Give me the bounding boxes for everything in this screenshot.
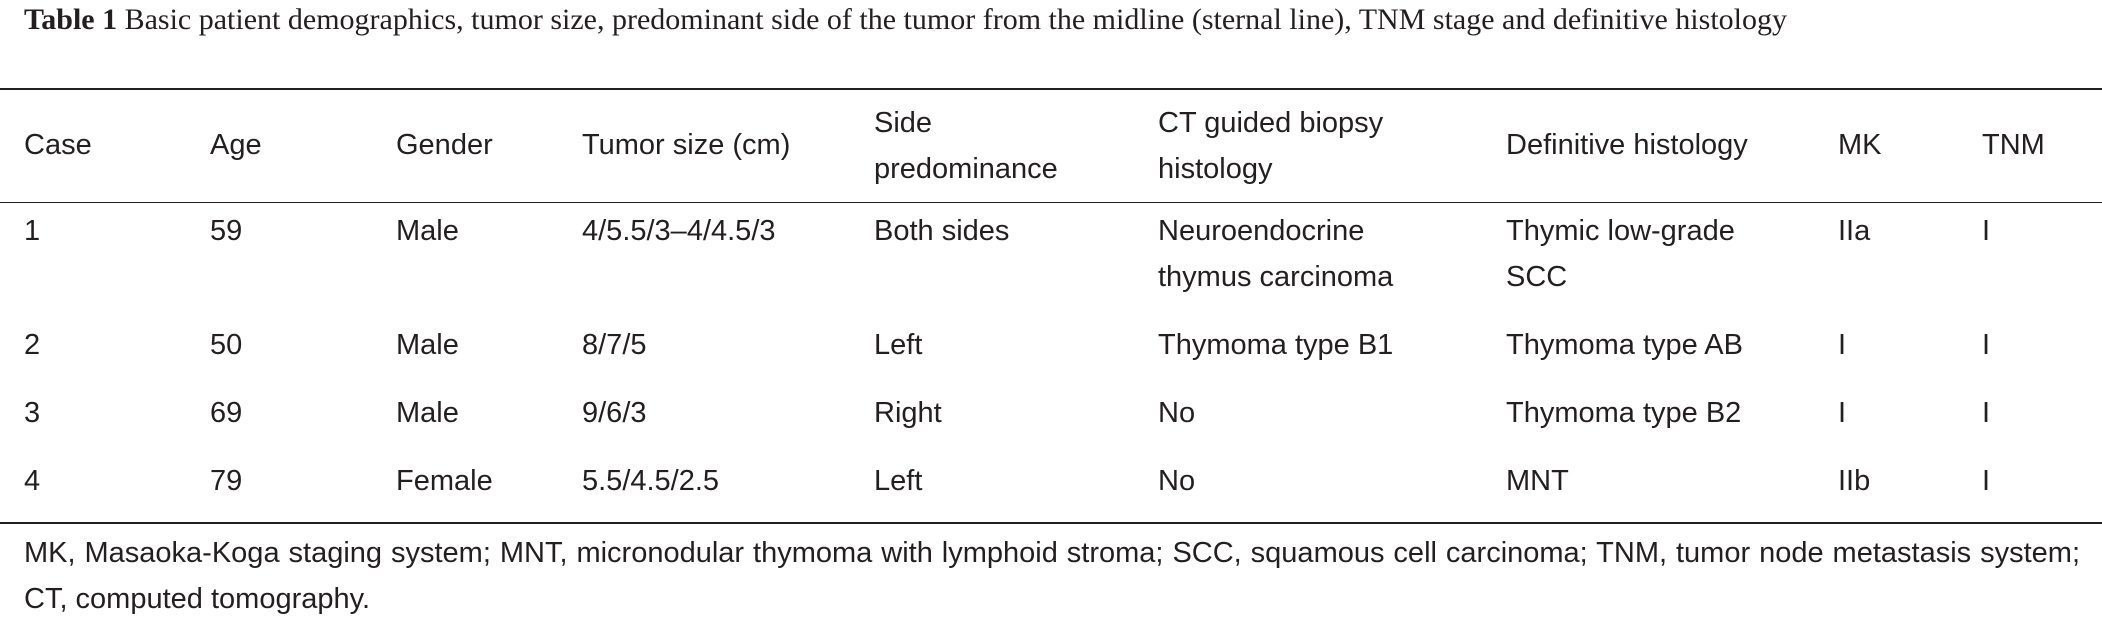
- column-header-side-predominance: Side: [874, 107, 933, 139]
- table-cell-ct-biopsy-histology: thymus carcinoma: [1158, 261, 1394, 293]
- table-cell-tnm: I: [1982, 397, 1991, 429]
- table-cell-mk: I: [1838, 397, 1847, 429]
- table-cell-ct-biopsy-histology: No: [1158, 465, 1196, 497]
- table-cell-side-predominance: Left: [874, 329, 923, 361]
- table-cell-gender: Male: [396, 215, 459, 247]
- table-cell-case: 2: [24, 329, 41, 361]
- table-cell-definitive-histology: MNT: [1506, 465, 1569, 497]
- table-cell-age: 50: [210, 329, 243, 361]
- table-cell-tumor-size: 9/6/3: [582, 397, 647, 429]
- table-cell-age: 69: [210, 397, 243, 429]
- table-header-rule: [0, 202, 2102, 203]
- table-cell-tumor-size: 5.5/4.5/2.5: [582, 465, 720, 497]
- table-cell-mk: I: [1838, 329, 1847, 361]
- table-cell-mk: IIa: [1838, 215, 1871, 247]
- column-header-definitive-histology: Definitive histology: [1506, 129, 1748, 161]
- table-cell-definitive-histology: Thymoma type B2: [1506, 397, 1742, 429]
- table-cell-ct-biopsy-histology: Neuroendocrine: [1158, 215, 1365, 247]
- table-caption: [24, 0, 2080, 40]
- table-footnote: MK, Masaoka-Koga staging system; MNT, micronodular thymoma with lymphoid stroma; SCC, squamous cell carcinoma; TNM, tumor node metastasis system; CT, computed tomography.: [24, 537, 2080, 615]
- column-header-ct-biopsy-histology: CT guided biopsy: [1158, 107, 1384, 139]
- table-cell-case: 1: [24, 215, 41, 247]
- table-cell-age: 79: [210, 465, 243, 497]
- table-cell-age: 59: [210, 215, 243, 247]
- table-cell-tnm: I: [1982, 215, 1991, 247]
- column-header-tnm: TNM: [1982, 129, 2045, 161]
- table-top-rule: [0, 88, 2102, 90]
- table-cell-definitive-histology: Thymoma type AB: [1506, 329, 1743, 361]
- table-cell-tnm: I: [1982, 465, 1991, 497]
- table-caption-text: Basic patient demographics, tumor size, predominant side of the tumor from the midline (sternal line), TNM stage and definitive histology: [124, 3, 1787, 36]
- table-cell-case: 4: [24, 465, 41, 497]
- table-cell-side-predominance: Right: [874, 397, 942, 429]
- column-header-ct-biopsy-histology: histology: [1158, 153, 1273, 185]
- table-cell-ct-biopsy-histology: No: [1158, 397, 1196, 429]
- column-header-mk: MK: [1838, 129, 1882, 161]
- table-bottom-rule: [0, 522, 2102, 524]
- table-cell-gender: Female: [396, 465, 493, 497]
- table-cell-ct-biopsy-histology: Thymoma type B1: [1158, 329, 1394, 361]
- column-header-age: Age: [210, 129, 262, 161]
- table-cell-tnm: I: [1982, 329, 1991, 361]
- table-cell-side-predominance: Left: [874, 465, 923, 497]
- table-cell-mk: IIb: [1838, 465, 1871, 497]
- column-header-gender: Gender: [396, 129, 493, 161]
- table-cell-gender: Male: [396, 329, 459, 361]
- table-caption-label: Table 1: [24, 3, 118, 36]
- table-cell-case: 3: [24, 397, 41, 429]
- column-header-tumor-size: Tumor size (cm): [582, 129, 791, 161]
- table-cell-definitive-histology: SCC: [1506, 261, 1568, 293]
- table-cell-side-predominance: Both sides: [874, 215, 1010, 247]
- column-header-case: Case: [24, 129, 92, 161]
- table-cell-definitive-histology: Thymic low-grade: [1506, 215, 1735, 247]
- table-cell-tumor-size: 8/7/5: [582, 329, 647, 361]
- column-header-side-predominance: predominance: [874, 153, 1058, 185]
- table-cell-tumor-size: 4/5.5/3–4/4.5/3: [582, 215, 776, 247]
- table-cell-gender: Male: [396, 397, 459, 429]
